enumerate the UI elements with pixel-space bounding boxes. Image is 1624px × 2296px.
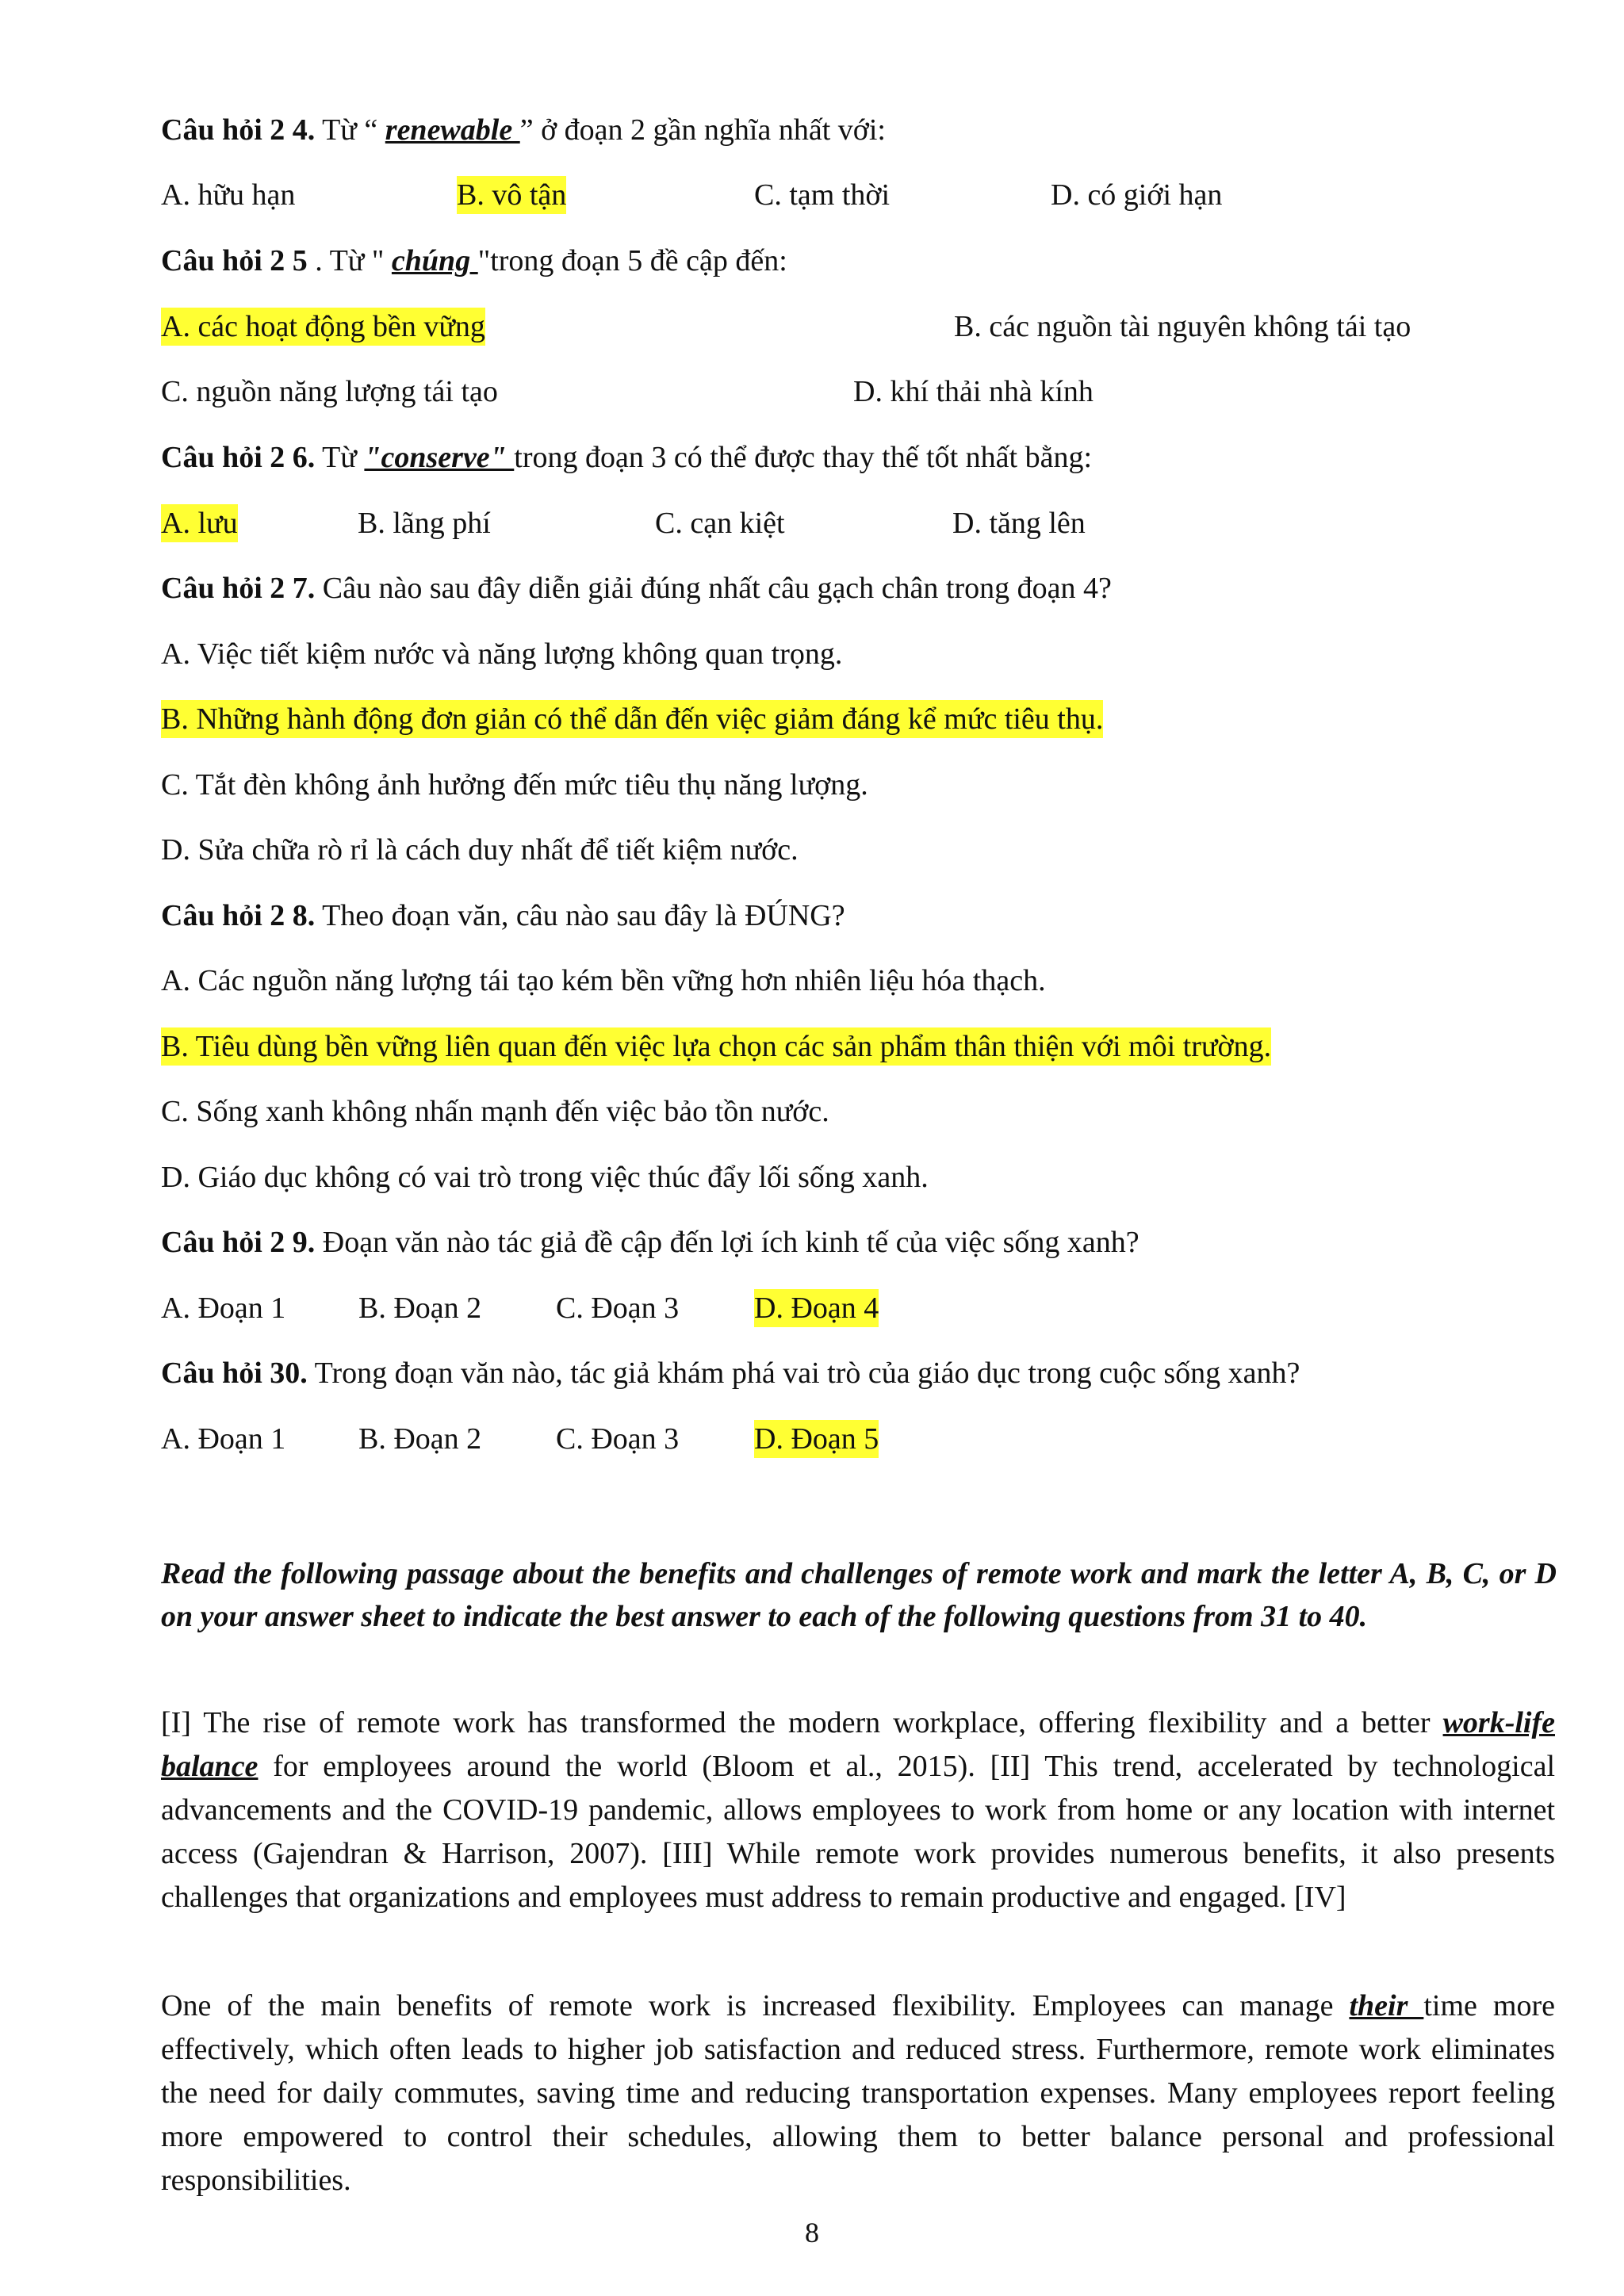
option-a: A. Đoạn 1	[161, 1422, 286, 1456]
question-24	[161, 111, 886, 149]
question-text: Theo đoạn văn, câu nào sau đây là ĐÚNG?	[315, 899, 845, 932]
option-b-answer: B. vô tận	[457, 176, 566, 214]
option-c: C. Tắt đèn không ảnh hưởng đến mức tiêu thụ năng lượng.	[161, 768, 868, 802]
question-label: Câu hỏi 2 7.	[161, 572, 316, 605]
option-b: B. Đoạn 2	[358, 1292, 482, 1325]
question-25	[161, 242, 787, 280]
question-label: Câu hỏi 2 6.	[161, 441, 316, 474]
option-a: A. Đoạn 1	[161, 1292, 286, 1325]
option-c: C. nguồn năng lượng tái tạo	[161, 375, 498, 408]
page-number: 8	[805, 2217, 819, 2248]
question-label: Câu hỏi 2 5	[161, 244, 308, 277]
paragraph-text-post: time more effectively, which often leads to higher job satisfaction and reduced stress. Furthermore, remote work eliminates the need for daily commutes, saving time and reducing transportation expenses. Many employees report feeling more empowered to control their schedules, allowing them to better balance personal and professional responsibilities.	[161, 1989, 1555, 2197]
question-30	[161, 1354, 1300, 1392]
question-28	[161, 897, 845, 935]
option-c: C. Sống xanh không nhấn mạnh đến việc bảo tồn nước.	[161, 1095, 829, 1128]
question-text-pre: . Từ "	[307, 244, 392, 277]
question-text-post: "trong đoạn 5 đề cập đến:	[477, 244, 787, 277]
option-b: B. lãng phí	[358, 507, 491, 540]
option-b-answer: B. Những hành động đơn giản có thể dẫn đến việc giảm đáng kể mức tiêu thụ.	[161, 700, 1103, 738]
paragraph-text-pre: [I] The rise of remote work has transformed the modern workplace, offering flexibility and a better	[161, 1706, 1443, 1739]
question-label: Câu hỏi 2 4.	[161, 113, 316, 147]
option-a: A. Việc tiết kiệm nước và năng lượng không quan trọng.	[161, 637, 843, 671]
keyword: "conserve"	[364, 441, 515, 474]
option-a-answer: A. các hoạt động bền vững	[161, 308, 485, 346]
option-d-answer: D. Đoạn 5	[754, 1420, 879, 1458]
option-c: C. cạn kiệt	[655, 507, 785, 540]
question-text-post: ” ở đoạn 2 gần nghĩa nhất với:	[519, 113, 886, 147]
question-26	[161, 438, 1092, 476]
option-a-answer: A. lưu	[161, 504, 238, 542]
option-d: D. tăng lên	[952, 507, 1086, 540]
question-text: Trong đoạn văn nào, tác giả khám phá vai trò của giáo dục trong cuộc sống xanh?	[307, 1357, 1300, 1390]
option-d: D. Giáo dục không có vai trò trong việc thúc đẩy lối sống xanh.	[161, 1161, 929, 1194]
option-d: D. có giới hạn	[1051, 178, 1223, 212]
option-a: A. Các nguồn năng lượng tái tạo kém bền vững hơn nhiên liệu hóa thạch.	[161, 964, 1046, 997]
question-label: Câu hỏi 2 8.	[161, 899, 316, 932]
passage-paragraph-1	[161, 1701, 1555, 1919]
question-27	[161, 569, 1112, 607]
option-c: C. tạm thời	[754, 178, 891, 212]
option-b: B. các nguồn tài nguyên không tái tạo	[954, 310, 1411, 343]
option-c: C. Đoạn 3	[556, 1292, 680, 1325]
reading-instruction: Read the following passage about the benefits and challenges of remote work and mark the letter A, B, C, or D on your answer sheet to indicate the best answer to each of the following questions from 31 to 40.	[161, 1557, 1557, 1633]
option-d: D. khí thải nhà kính	[853, 375, 1094, 408]
question-text-pre: Từ “	[315, 113, 385, 147]
option-a: A. hữu hạn	[161, 178, 296, 212]
paragraph-text-pre: One of the main benefits of remote work is increased flexibility. Employees can manage	[161, 1989, 1350, 2022]
passage-paragraph-2	[161, 1984, 1555, 2202]
paragraph-text-post: for employees around the world (Bloom et al., 2015). [II] This trend, accelerated by technological advancements and the COVID-19 pandemic, allows employees to work from home or any location with internet access (Gajendran & Harrison, 2007). [III] While remote work provides numerous benefits, it also presents challenges that organizations and employees must address to remain productive and engaged. [IV]	[161, 1750, 1555, 1914]
option-d-answer: D. Đoạn 4	[754, 1289, 879, 1327]
question-text-pre: Từ	[315, 441, 365, 474]
keyword: chúng	[391, 244, 478, 277]
question-29	[161, 1223, 1139, 1261]
keyword: work-life balance	[161, 1706, 1555, 1783]
question-text: Câu nào sau đây diễn giải đúng nhất câu gạch chân trong đoạn 4?	[315, 572, 1112, 605]
question-text: Đoạn văn nào tác giả đề cập đến lợi ích kinh tế của việc sống xanh?	[315, 1226, 1139, 1259]
question-label: Câu hỏi 2 9.	[161, 1226, 316, 1259]
question-text-post: trong đoạn 3 có thể được thay thế tốt nhất bằng:	[514, 441, 1093, 474]
option-c: C. Đoạn 3	[556, 1422, 680, 1456]
keyword: renewable	[385, 113, 520, 147]
option-b-answer: B. Tiêu dùng bền vững liên quan đến việc lựa chọn các sản phẩm thân thiện với môi trường.	[161, 1027, 1271, 1066]
option-b: B. Đoạn 2	[358, 1422, 482, 1456]
option-d: D. Sửa chữa rò rỉ là cách duy nhất để tiết kiệm nước.	[161, 833, 799, 867]
question-label: Câu hỏi 30.	[161, 1357, 308, 1390]
keyword: their	[1349, 1989, 1424, 2022]
